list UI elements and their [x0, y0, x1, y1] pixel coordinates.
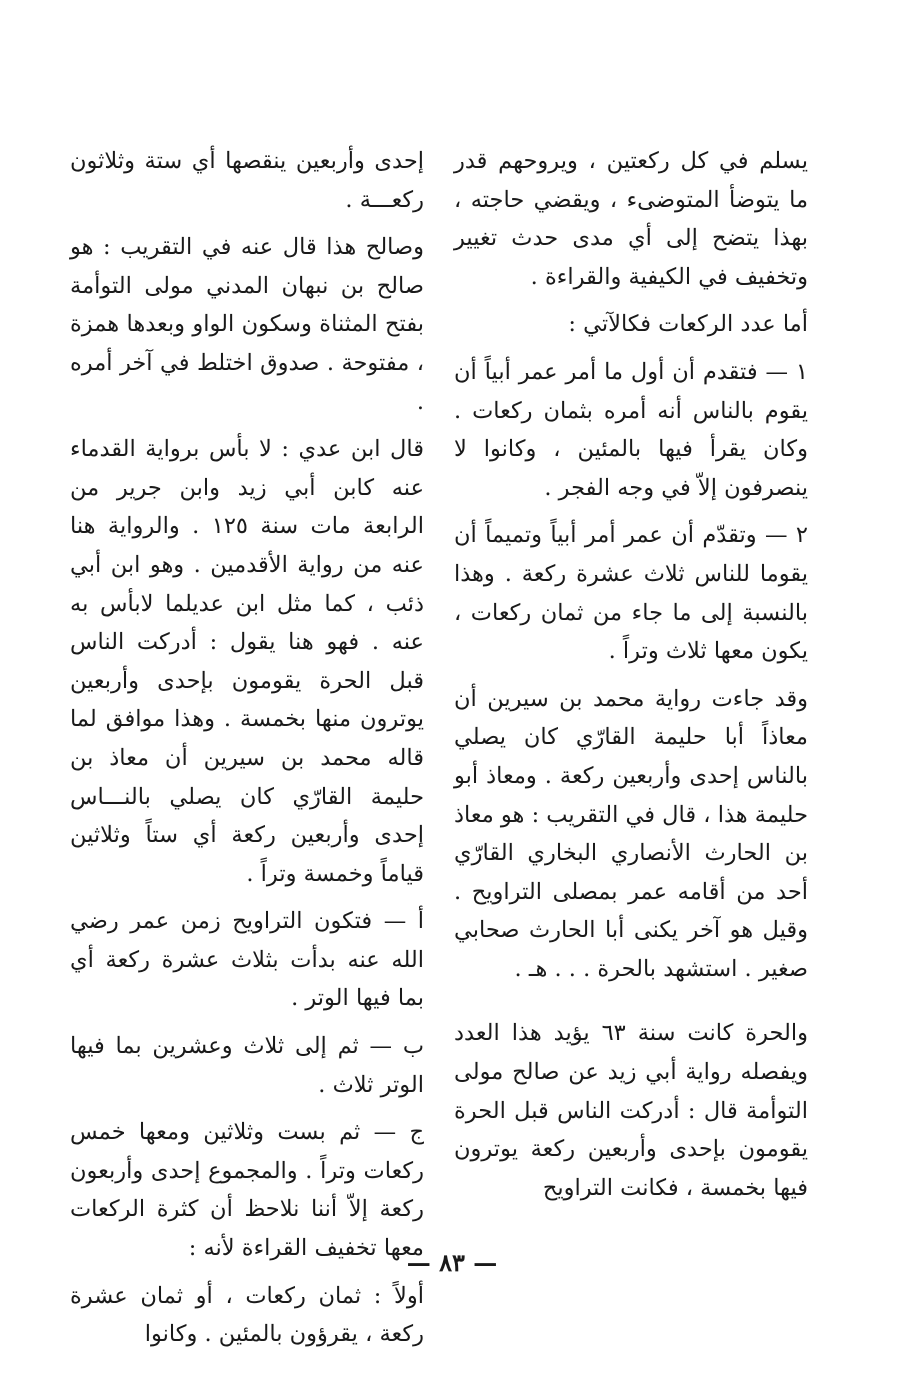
paragraph: ١ — فتقدم أن أول ما أمر عمر أبياً أن يقوم بالناس أنه أمره بثمان ركعات . وكان يقرأ فيها بالمئين ، وكانوا لا ينصرفون إلاّ في وجه الفجر .	[454, 358, 808, 501]
paragraph: أ — فتكون التراويح زمن عمر رضي الله عنه بدأت بثلاث عشرة ركعة أي بما فيها الوتر .	[70, 908, 424, 1012]
paragraph: ج — ثم بست وثلاثين ومعها خمس ركعات وتراً . والمجموع إحدى وأربعون ركعة إلاّ أننا نلاحظ أن كثرة الركعات معها تخفيف القراءة لأنه :	[70, 1119, 424, 1262]
paragraph: أما عدد الركعات فكالآتي :	[568, 311, 808, 338]
paragraph: ب — ثم إلى ثلاث وعشرين بما فيها الوتر ثلاث .	[70, 1033, 424, 1098]
paragraph: إحدى وأربعين ينقصها أي ستة وثلاثون ركعـــة .	[70, 148, 424, 213]
paragraph: قال ابن عدي : لا بأس برواية القدماء عنه كابن أبي زيد وابن جرير من الرابعة مات سنة ١٢٥ . والرواية هنا عنه من رواية الأقدمين . وهو ابن أبي ذئب ، كما مثل ابن عديلما لابأس به عنه . فهو هنا يقول : أدركت الناس قبل الحرة يقومون بإحدى وأربعين يوترون منها بخمسة . وهذا موافق لما قاله محمد بن سيرين أن معاذ بن حليمة القارّي كان يصلي بالنـــاس إحدى وأربعين ركعة أي ستاً وثلاثين قياماً وخمسة وتراً .	[70, 436, 425, 887]
left-text-column	[70, 142, 424, 1363]
paragraph: يسلم في كل ركعتين ، ويروحهم قدر ما يتوضأ المتوضىء ، ويقضي حاجته ، بهذا يتضح إلى أي مدى حدث تغيير وتخفيف في الكيفية والقراءة .	[454, 148, 808, 290]
paragraph: وقد جاءت رواية محمد بن سيرين أن معاذاً أبا حليمة القارّي كان يصلي بالناس إحدى وأربعين ركعة . ومعاذ أبو حليمة هذا ، قال في التقريب : هو معاذ بن الحارث الأنصاري البخاري القارّي أحد من أقامه عمر بمصلى التراويح . وقيل هو آخر يكنى أبا الحارث صحابي صغير . استشهد بالحرة . . . هـ .	[454, 685, 808, 982]
paragraph: أولاً : ثمان ركعات ، أو ثمان عشرة ركعة ، يقرؤون بالمئين . وكانوا	[70, 1282, 424, 1348]
paragraph: ٢ — وتقدّم أن عمر أمر أبياً وتميماً أن يقوما للناس ثلاث عشرة ركعة . وهذا بالنسبة إلى ما جاء من ثمان ركعات ، يكون معها ثلاث وتراً .	[454, 522, 808, 665]
paragraph: وصالح هذا قال عنه في التقريب : هو صالح بن نبهان المدني مولى التوأمة بفتح المثناة وسكون الواو وبعدها همزة ، مفتوحة . صدوق اختلط في آخر أمره .	[70, 234, 424, 415]
right-text-column	[454, 142, 808, 1216]
paragraph: والحرة كانت سنة ٦٣ يؤيد هذا العدد ويفصله رواية أبي زيد عن صالح مولى التوأمة قال : أدركت الناس قبل الحرة يقومون بإحدى وأربعين ركعة يوترون فيها بخمسة ، فكانت التراويح	[454, 1020, 808, 1201]
page-number: — ٨٣ —	[406, 1248, 498, 1277]
